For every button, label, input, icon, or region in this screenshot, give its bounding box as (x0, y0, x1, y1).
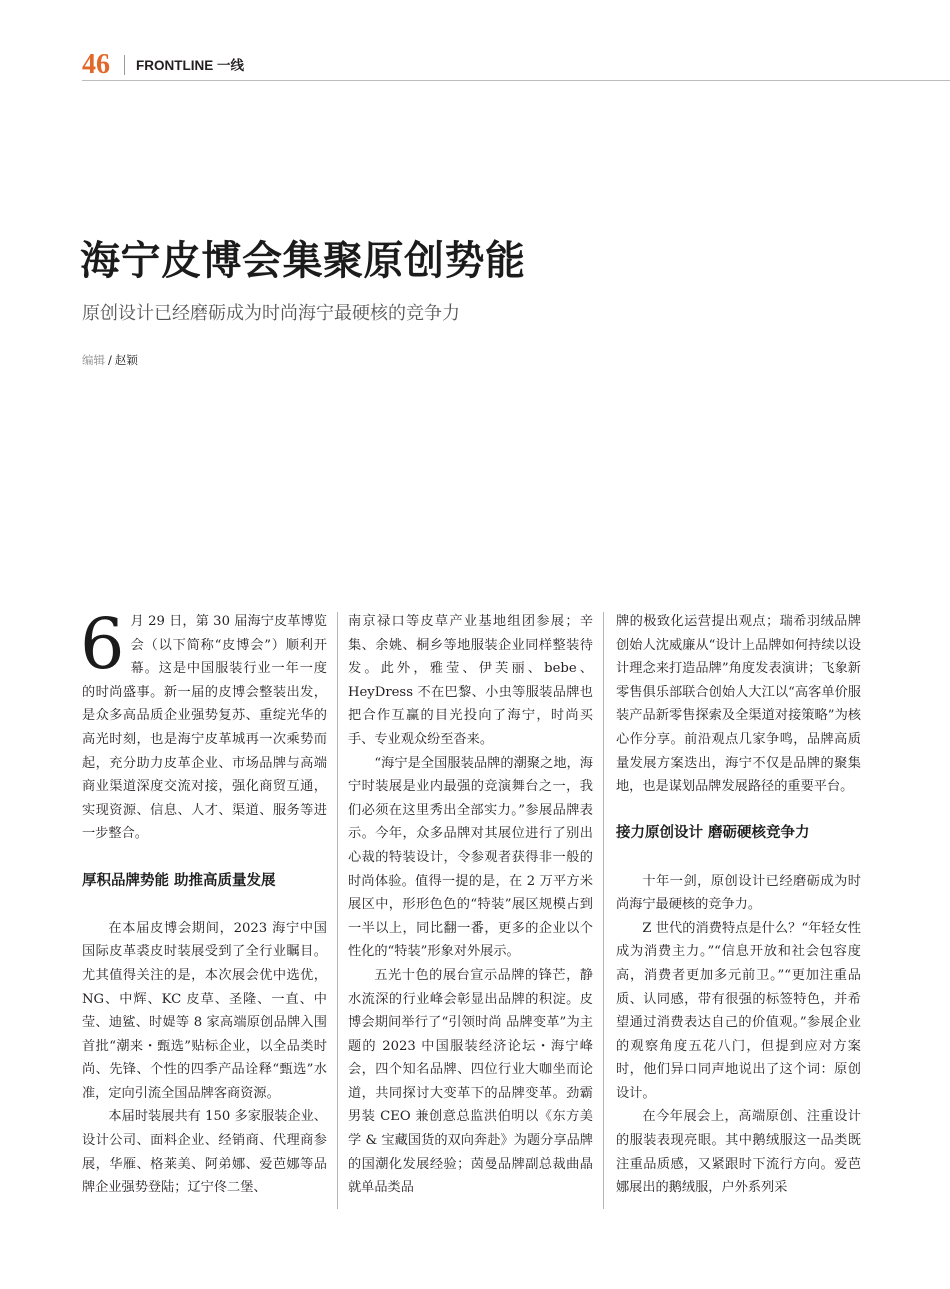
body-paragraph: 牌的极致化运营提出观点；瑞希羽绒品牌创始人沈威廉从“设计上品牌如何持续以设计理念来打造品牌”角度发表演讲；飞象新零售俱乐部联合创始人大江以“高客单价服装产品新零售探索及全渠道对接策略”为核心作分享。前沿观点几家争鸣，品牌高质量发展方案迭出，海宁不仅是品牌的聚集地，也是谋划品牌发展路径的重要平台。 (616, 614, 861, 795)
header-separator (124, 55, 125, 75)
column-rule (603, 612, 604, 1209)
column-rule (337, 612, 338, 1209)
body-paragraph: 在今年展会上，高端原创、注重设计的服装表现亮眼。其中鹅绒服这一品类既注重品质感，又紧跟时下流行方向。爱芭娜展出的鹅绒服，户外系列采 (616, 1109, 861, 1196)
byline-name: 赵颖 (114, 353, 138, 367)
header-rule (82, 80, 950, 81)
section-heading: 接力原创设计 磨砺硬核竞争力 (616, 825, 810, 842)
byline-separator: / (108, 353, 112, 367)
column-2 (348, 610, 593, 1200)
body-paragraph: 南京禄口等皮草产业基地组团参展；辛集、余姚、桐乡等地服装企业同样整装待发。此外，雅莹、伊芙丽、bebe、HeyDress 不在巴黎、小虫等服装品牌也把合作互赢的目光投向了海宁，时尚买手、专业观众纷至沓来。 (348, 614, 593, 747)
section-name: FRONTLINE 一线 (136, 58, 244, 73)
drop-cap: 6 (80, 603, 125, 685)
column-1 (80, 603, 327, 1200)
body-paragraph: 五光十色的展台宣示品牌的锋芒，静水流深的行业峰会彰显出品牌的积淀。皮博会期间举行了“引领时尚 品牌变革”为主题的 2023 中国服装经济论坛・海宁峰会，四个知名品牌、四位行业大咖坐而论道，共同探讨大变革下的品牌变革。劲霸男装 CEO 兼创意总监洪伯明以《东方美学 & 宝藏国货的双向奔赴》为题分享品牌的国潮化发展经验；茵曼品牌副总裁曲晶就单品类品 (348, 967, 593, 1196)
article-subtitle: 原创设计已经磨砺成为时尚海宁最硬核的竞争力 (82, 303, 460, 324)
byline (82, 351, 138, 369)
page-number: 46 (82, 49, 110, 80)
article-title: 海宁皮博会集聚原创势能 (80, 238, 526, 284)
body-paragraph: “海宁是全国服装品牌的潮聚之地，海宁时装展是业内最强的竞演舞台之一，我们必须在这里秀出全部实力。”参展品牌表示。今年，众多品牌对其展位进行了别出心裁的特装设计，令参观者获得非一般的时尚体验。值得一提的是，在 2 万平方米展区中，形形色色的“特装”展区规模占到一半以上，同比翻一番，更多的企业以个性化的“特装”形象对外展示。 (348, 755, 593, 960)
lead-paragraph-text: 月 29 日，第 30 届海宁皮革博览会（以下简称“皮博会”）顺利开幕。这是中国服装行业一年一度的时尚盛事。新一届的皮博会整装出发，是众多高品质企业强势复苏、重绽光华的高光时刻，也是海宁皮革城再一次乘势而起，充分助力皮革企业、市场品牌与高端商业渠道深度交流对接，强化商贸互通，实现资源、信息、人才、渠道、服务等进一步整合。 (82, 614, 327, 842)
lead-paragraph (80, 603, 327, 846)
column-3 (616, 610, 861, 1200)
section-heading: 厚积品牌势能 助推高质量发展 (82, 872, 276, 889)
body-paragraph: Z 世代的消费特点是什么？“年轻女性成为消费主力。”“信息开放和社会包容度高，消费者更加多元前卫。”“更加注重品质、认同感，带有很强的标签特色，并希望通过消费表达自己的价值观。”参展企业的观察角度五花八门，但提到应对方案时，他们异口同声地说出了这个词：原创设计。 (616, 920, 861, 1101)
body-paragraph: 本届时装展共有 150 多家服装企业、设计公司、面料企业、经销商、代理商参展，华雁、格莱美、阿弟娜、爱芭娜等品牌企业强势登陆；辽宁佟二堡、 (82, 1109, 327, 1196)
byline-label: 编辑 (82, 353, 105, 367)
body-paragraph: 十年一剑，原创设计已经磨砺成为时尚海宁最硬核的竞争力。 (616, 873, 861, 913)
body-paragraph: 在本届皮博会期间，2023 海宁中国国际皮革裘皮时装展受到了全行业瞩目。尤其值得关注的是，本次展会优中选优，NG、中辉、KC 皮草、圣隆、一直、中莹、迪鲨、时媞等 8 家高端原创品牌入围首批“潮来・甄选”贴标企业，以全品类时尚、先锋、个性的四季产品诠释“甄选”水准，定向引流全国品牌客商资源。 (82, 920, 327, 1101)
